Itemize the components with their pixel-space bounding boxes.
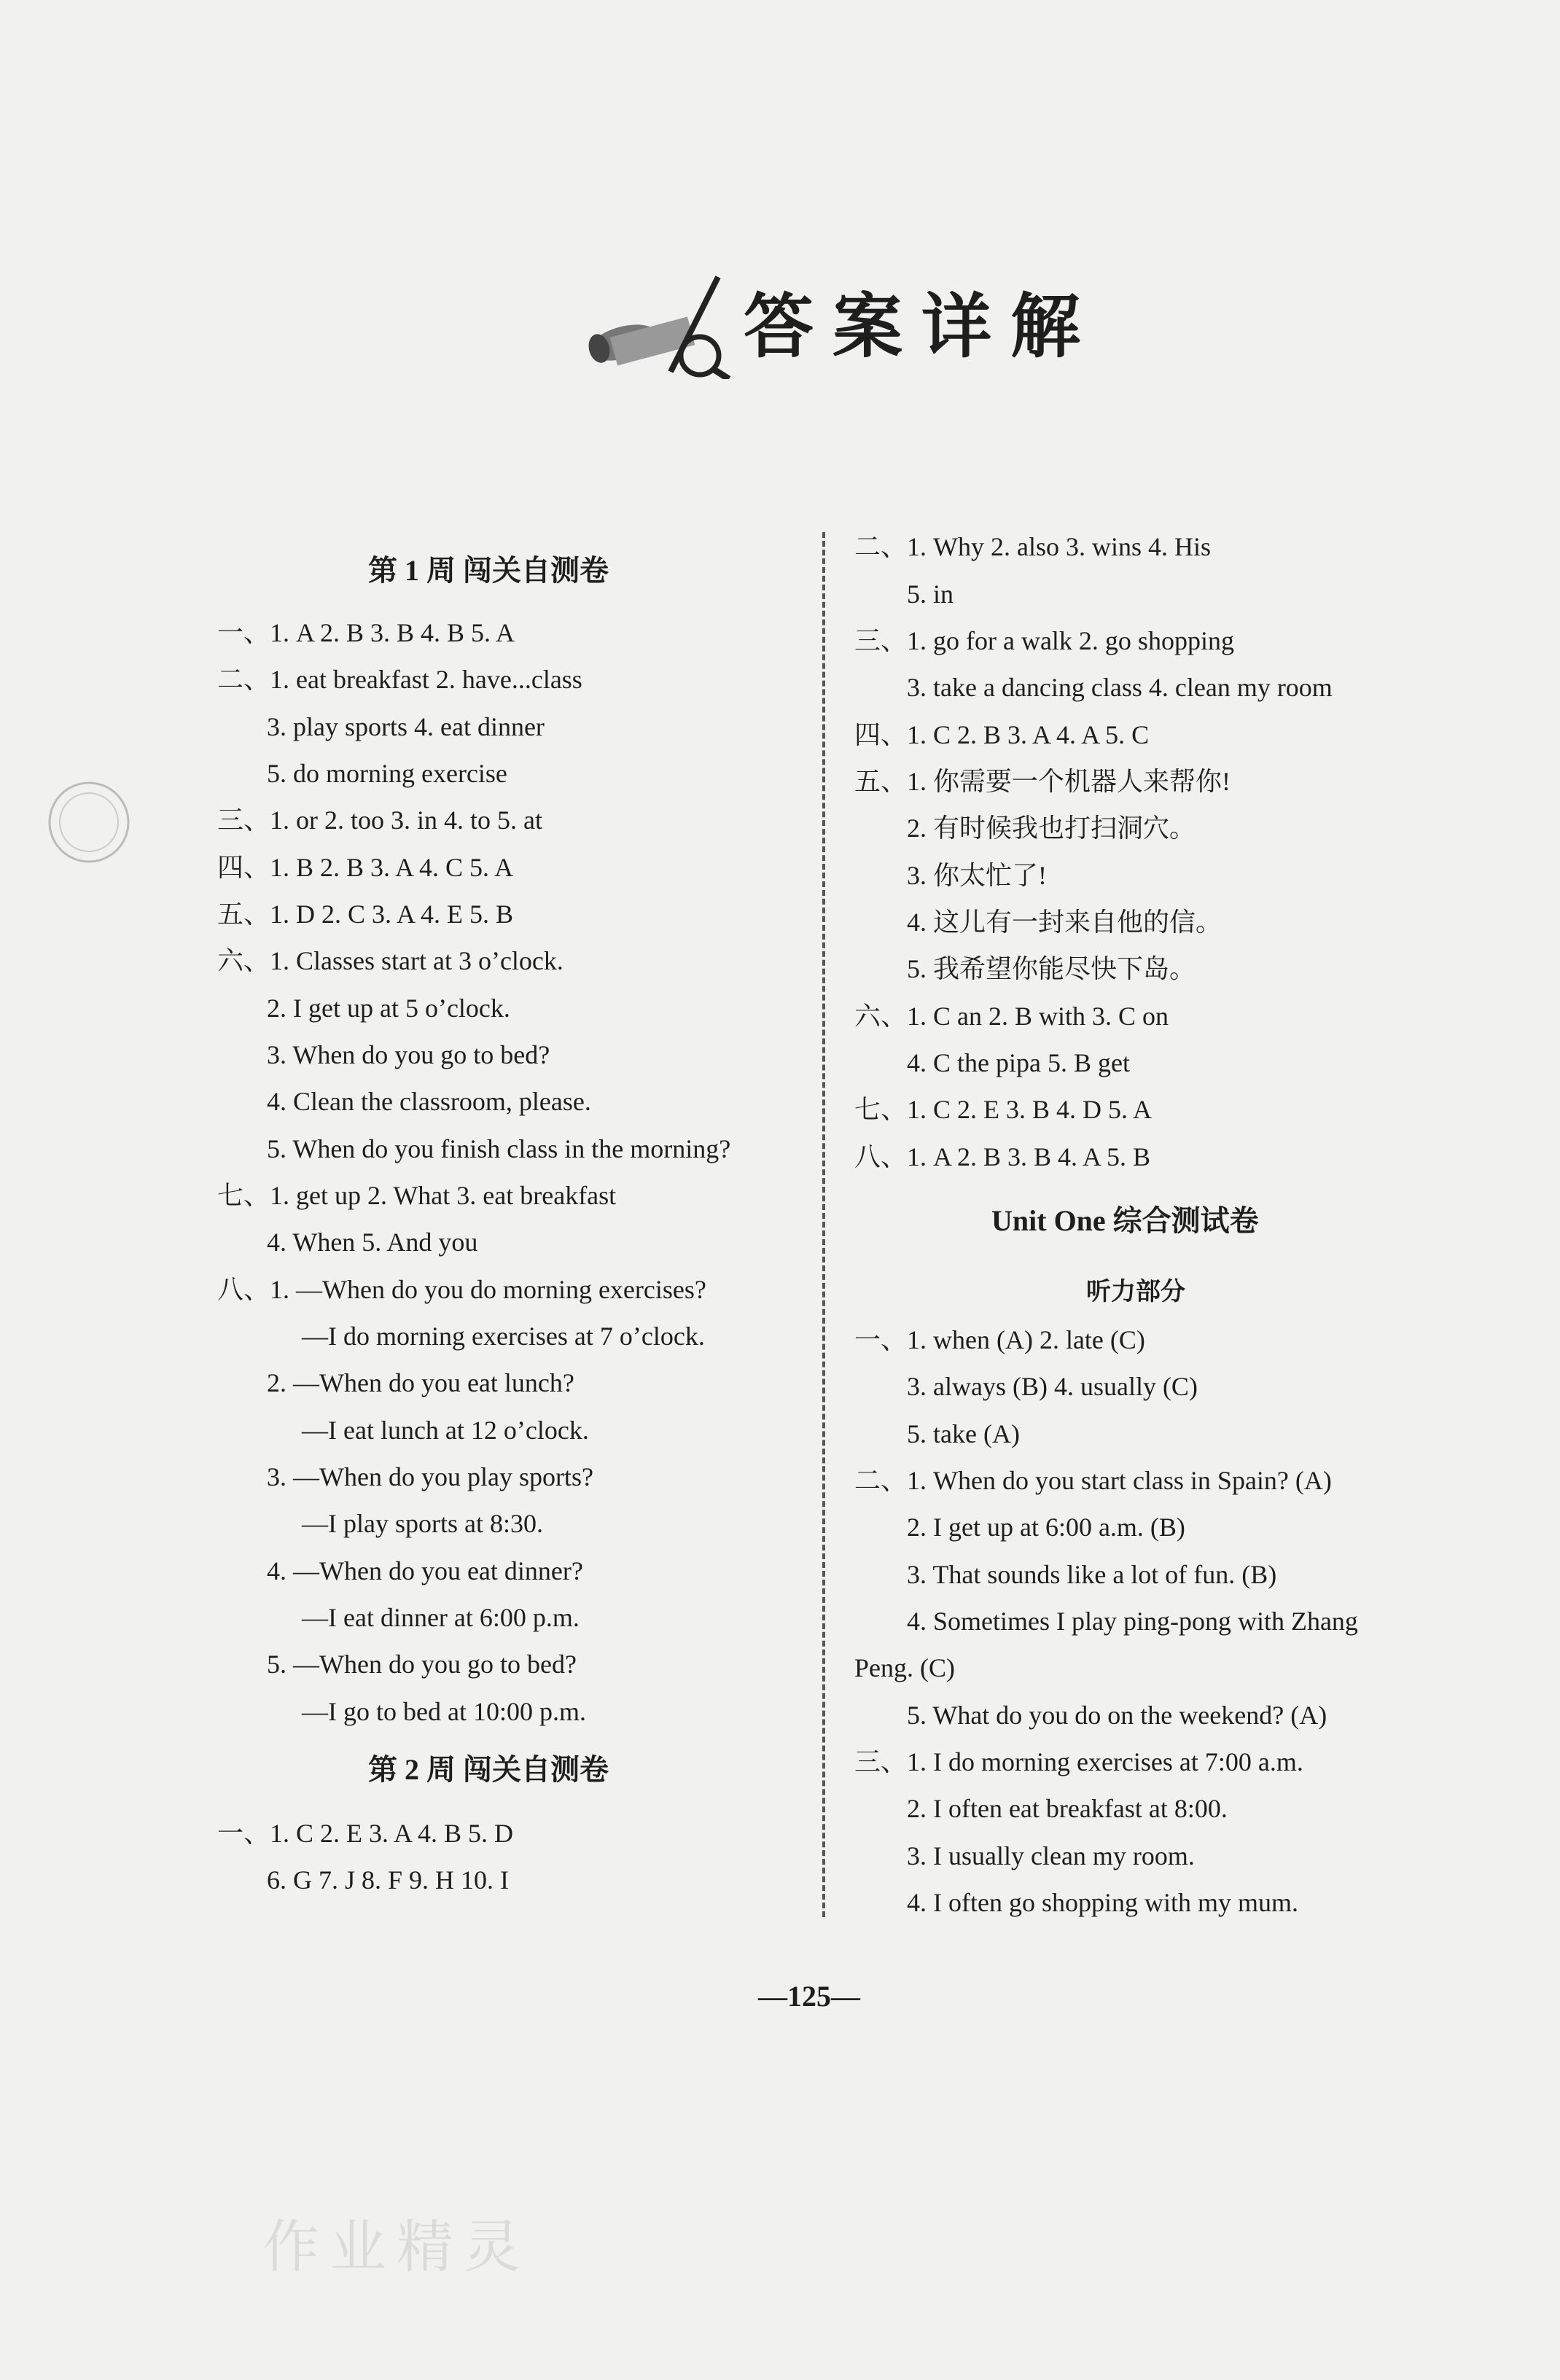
- answer-line: 3. 你太忙了!: [907, 861, 1047, 890]
- watermark: 作业精灵: [262, 2215, 531, 2280]
- answer-line: 3. That sounds like a lot of fun. (B): [907, 1560, 1277, 1589]
- stamp-logo: [45, 779, 133, 866]
- answer-line: 一、1. A 2. B 3. B 4. B 5. A: [217, 618, 515, 647]
- answer-line: —I go to bed at 10:00 p.m.: [302, 1697, 586, 1726]
- answer-line: 2. 有时候我也打扫洞穴。: [907, 814, 1196, 843]
- answer-line: 四、1. C 2. B 3. A 4. A 5. C: [854, 720, 1150, 749]
- answer-line: 5. take (A): [907, 1419, 1020, 1448]
- answer-line: 五、1. D 2. C 3. A 4. E 5. B: [217, 900, 514, 929]
- answer-line: 二、1. Why 2. also 3. wins 4. His: [854, 532, 1211, 561]
- week1-title: 第 1 周 闯关自测卷: [368, 554, 609, 587]
- answer-line: 二、1. eat breakfast 2. have...class: [217, 665, 582, 694]
- scroll-magnifier-icon: [583, 262, 736, 379]
- answer-line: 2. —When do you eat lunch?: [267, 1368, 574, 1397]
- week2-title: 第 2 周 闯关自测卷: [368, 1753, 609, 1786]
- answer-line: 5. When do you finish class in the morning?: [267, 1134, 731, 1163]
- answer-line: 3. always (B) 4. usually (C): [907, 1372, 1198, 1401]
- answer-line: 3. I usually clean my room.: [907, 1841, 1195, 1870]
- answer-line: 一、1. when (A) 2. late (C): [854, 1325, 1145, 1354]
- answer-line: 3. When do you go to bed?: [267, 1040, 550, 1069]
- answer-line: 4. Sometimes I play ping-pong with Zhang: [907, 1607, 1358, 1636]
- answer-line: 2. I get up at 6:00 a.m. (B): [907, 1513, 1185, 1542]
- answer-line: 三、1. or 2. too 3. in 4. to 5. at: [217, 805, 542, 835]
- answer-line: Peng. (C): [854, 1653, 955, 1682]
- answer-line: 5. 我希望你能尽快下岛。: [907, 954, 1196, 983]
- column-divider: [822, 532, 825, 1917]
- answer-line: 5. —When do you go to bed?: [267, 1650, 577, 1679]
- answer-line: 4. 这儿有一封来自他的信。: [907, 908, 1222, 937]
- answer-line: 6. G 7. J 8. F 9. H 10. I: [267, 1865, 510, 1895]
- title-text: 答案详解: [744, 284, 1099, 367]
- answer-line: 4. I often go shopping with my mum.: [907, 1888, 1298, 1917]
- answer-line: 4. C the pipa 5. B get: [907, 1048, 1130, 1077]
- answer-line: 三、1. I do morning exercises at 7:00 a.m.: [854, 1747, 1303, 1776]
- answer-line: —I eat dinner at 6:00 p.m.: [302, 1603, 580, 1632]
- page-title: [583, 262, 1099, 379]
- unit-title: Unit One 综合测试卷: [991, 1204, 1259, 1237]
- answer-line: —I eat lunch at 12 o’clock.: [302, 1416, 589, 1445]
- answer-line: 四、1. B 2. B 3. A 4. C 5. A: [217, 853, 514, 882]
- answer-line: 3. take a dancing class 4. clean my room: [907, 673, 1333, 702]
- answer-line: 二、1. When do you start class in Spain? (A): [854, 1466, 1332, 1495]
- answer-line: 八、1. —When do you do morning exercises?: [217, 1275, 706, 1304]
- answer-line: 5. in: [907, 580, 954, 609]
- answer-line: —I play sports at 8:30.: [302, 1509, 543, 1538]
- answer-line: 3. —When do you play sports?: [267, 1462, 593, 1491]
- answer-line: 4. Clean the classroom, please.: [267, 1087, 591, 1116]
- answer-line: 八、1. A 2. B 3. B 4. A 5. B: [854, 1142, 1151, 1171]
- answer-line: 2. I get up at 5 o’clock.: [267, 994, 510, 1023]
- answer-line: 七、1. get up 2. What 3. eat breakfast: [217, 1181, 617, 1210]
- answer-line: 五、1. 你需要一个机器人来帮你!: [854, 767, 1231, 796]
- answer-line: —I do morning exercises at 7 o’clock.: [302, 1322, 705, 1351]
- answer-line: 4. —When do you eat dinner?: [267, 1556, 583, 1585]
- answer-line: 2. I often eat breakfast at 8:00.: [907, 1794, 1228, 1823]
- answer-line: 5. do morning exercise: [267, 759, 507, 788]
- answer-line: 3. play sports 4. eat dinner: [267, 712, 545, 741]
- page-number: —125—: [758, 1980, 860, 2013]
- answer-line: 六、1. C an 2. B with 3. C on: [854, 1002, 1169, 1031]
- listening-title: 听力部分: [1086, 1277, 1185, 1306]
- answer-line: 4. When 5. And you: [267, 1228, 478, 1257]
- answer-line: 六、1. Classes start at 3 o’clock.: [217, 946, 563, 975]
- answer-line: 三、1. go for a walk 2. go shopping: [854, 626, 1234, 655]
- answer-line: 5. What do you do on the weekend? (A): [907, 1701, 1327, 1730]
- answer-line: 一、1. C 2. E 3. A 4. B 5. D: [217, 1819, 514, 1848]
- answer-line: 七、1. C 2. E 3. B 4. D 5. A: [854, 1095, 1153, 1124]
